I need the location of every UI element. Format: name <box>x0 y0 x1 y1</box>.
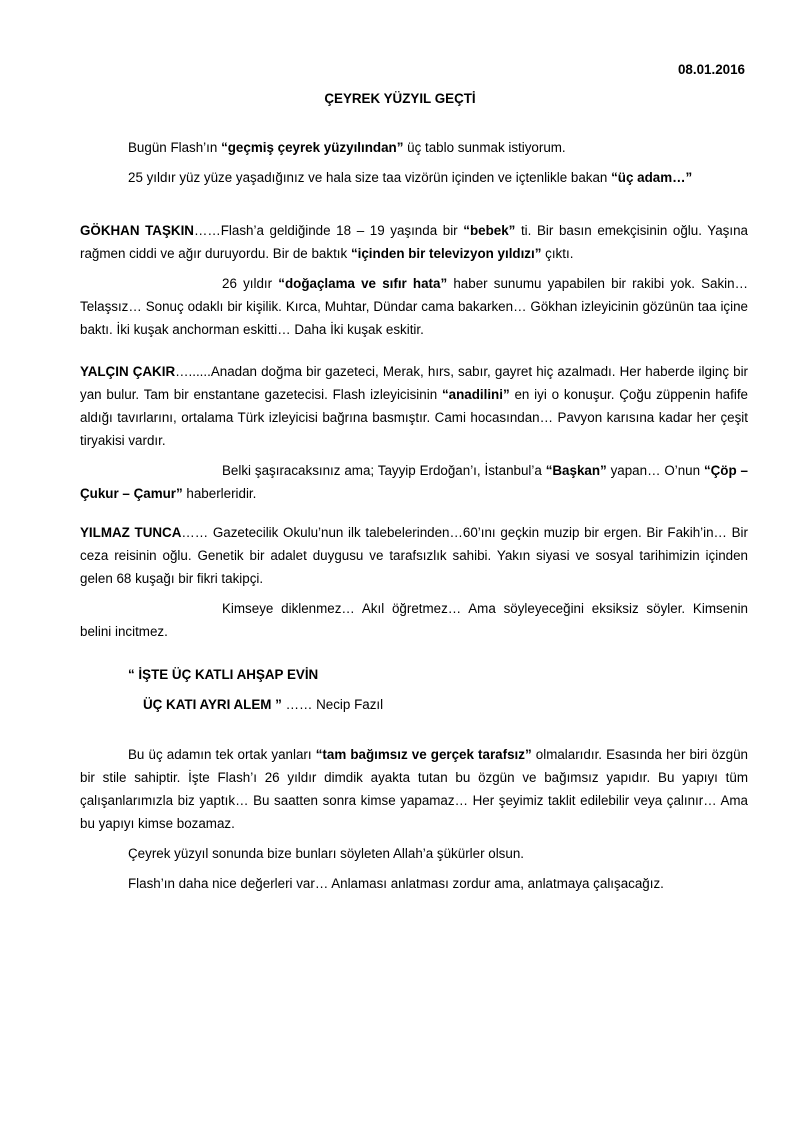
yilmaz-paragraph-1: YILMAZ TUNCA…… Gazetecilik Okulu’nun ilk talebelerinden…60’ını geçkin muzip bir ergen. Bir Fakih’in… Bir ceza reisinin oğlu. Genetik bir adalet duygusu ve tarafsızlık sahibi. Yakın siyasi ve sosyal tarihimizin içinden gelen 68 kuşağı bir fikri takipçi. <box>80 525 748 586</box>
intro-section <box>80 136 748 189</box>
section-yalcin <box>80 360 748 505</box>
gokhan-paragraph-2: 26 yıldır “doğaçlama ve sıfır hata” haber sunumu yapabilen bir rakibi yok. Sakin… Telaşsız… Sonuç odaklı bir kişilik. Kırca, Muhtar, Dündar cama bakarken… Gökhan izleyicinin gözünün taa içine baktı. İki kuşak anchorman eskitti… Daha İki kuşak eskitir. <box>80 276 748 337</box>
closing-section <box>80 743 748 895</box>
person-name: YALÇIN ÇAKIR <box>80 364 176 379</box>
section-gokhan <box>80 219 748 341</box>
yalcin-paragraph-2: Belki şaşıracaksınız ama; Tayyip Erdoğan’ı, İstanbul’a “Başkan” yapan… O’nun “Çöp – Çukur – Çamur” haberleridir. <box>80 463 748 501</box>
yalcin-paragraph-1: YALÇIN ÇAKIR…......Anadan doğma bir gazeteci, Merak, hırs, sabır, gayret hiç azalmadı. Her haberde ilginç bir yan bulur. Tam bir enstantane gazetecisi. Flash izleyicisinin “anadilini” en iyi o konuşur. Çoğu züppenin hafife aldığı tavırlarını, ortalama Türk izleyicisi bağrına basmıştır. Cami hocasından… Pavyon karısına kadar her çeşit tiryakisi vardır. <box>80 364 749 448</box>
intro-paragraph-1: Bugün Flash’ın “geçmiş çeyrek yüzyılından” üç tablo sunmak istiyorum. <box>128 140 566 155</box>
closing-paragraph-2: Çeyrek yüzyıl sonunda bize bunları söyleten Allah’a şükürler olsun. <box>128 846 524 861</box>
quote-section <box>80 663 748 716</box>
quote-line-2: ÜÇ KATI AYRI ALEM ” …… Necip Fazıl <box>143 697 384 712</box>
person-name: GÖKHAN TAŞKIN <box>80 223 194 238</box>
section-yilmaz <box>80 521 748 643</box>
closing-paragraph-1: Bu üç adamın tek ortak yanları “tam bağımsız ve gerçek tarafsız” olmalarıdır. Esasında her biri özgün bir stile sahiptir. İşte Flash’ı 26 yıldır dimdik ayakta tutan bu özgün ve bağımsız yapıdır. Bu yapıyı tüm çalışanlarımızla biz yaptık… Bu saatten sonra kimse yapamaz… Her şeyimiz taklit edilebilir veya çalınır… Ama bu yapıyı kimse bozamaz. <box>80 747 748 831</box>
document-title: ÇEYREK YÜZYIL GEÇTİ <box>324 91 476 106</box>
quote-author: …… Necip Fazıl <box>285 697 384 712</box>
gokhan-paragraph-1: GÖKHAN TAŞKIN……Flash’a geldiğinde 18 – 19 yaşında bir “bebek” ti. Bir basın emekçisinin oğlu. Yaşına rağmen ciddi ve ağır duruyordu. Bir de baktık “içinden bir televizyon yıldızı” çıktı. <box>80 223 748 261</box>
person-name: YILMAZ TUNCA <box>80 525 182 540</box>
closing-paragraph-3: Flash’ın daha nice değerleri var… Anlaması anlatması zordur ama, anlatmaya çalışacağız. <box>128 876 664 891</box>
yilmaz-paragraph-2: Kimseye diklenmez… Akıl öğretmez… Ama söyleyeceğini eksiksiz söyler. Kimsenin belini incitmez. <box>80 601 748 639</box>
document-date: 08.01.2016 <box>677 62 745 77</box>
quote-line-1: “ İŞTE ÜÇ KATLI AHŞAP EVİN <box>128 667 319 682</box>
intro-paragraph-2: 25 yıldır yüz yüze yaşadığınız ve hala size taa vizörün içinden ve içtenlikle bakan “üç adam…” <box>128 170 693 185</box>
